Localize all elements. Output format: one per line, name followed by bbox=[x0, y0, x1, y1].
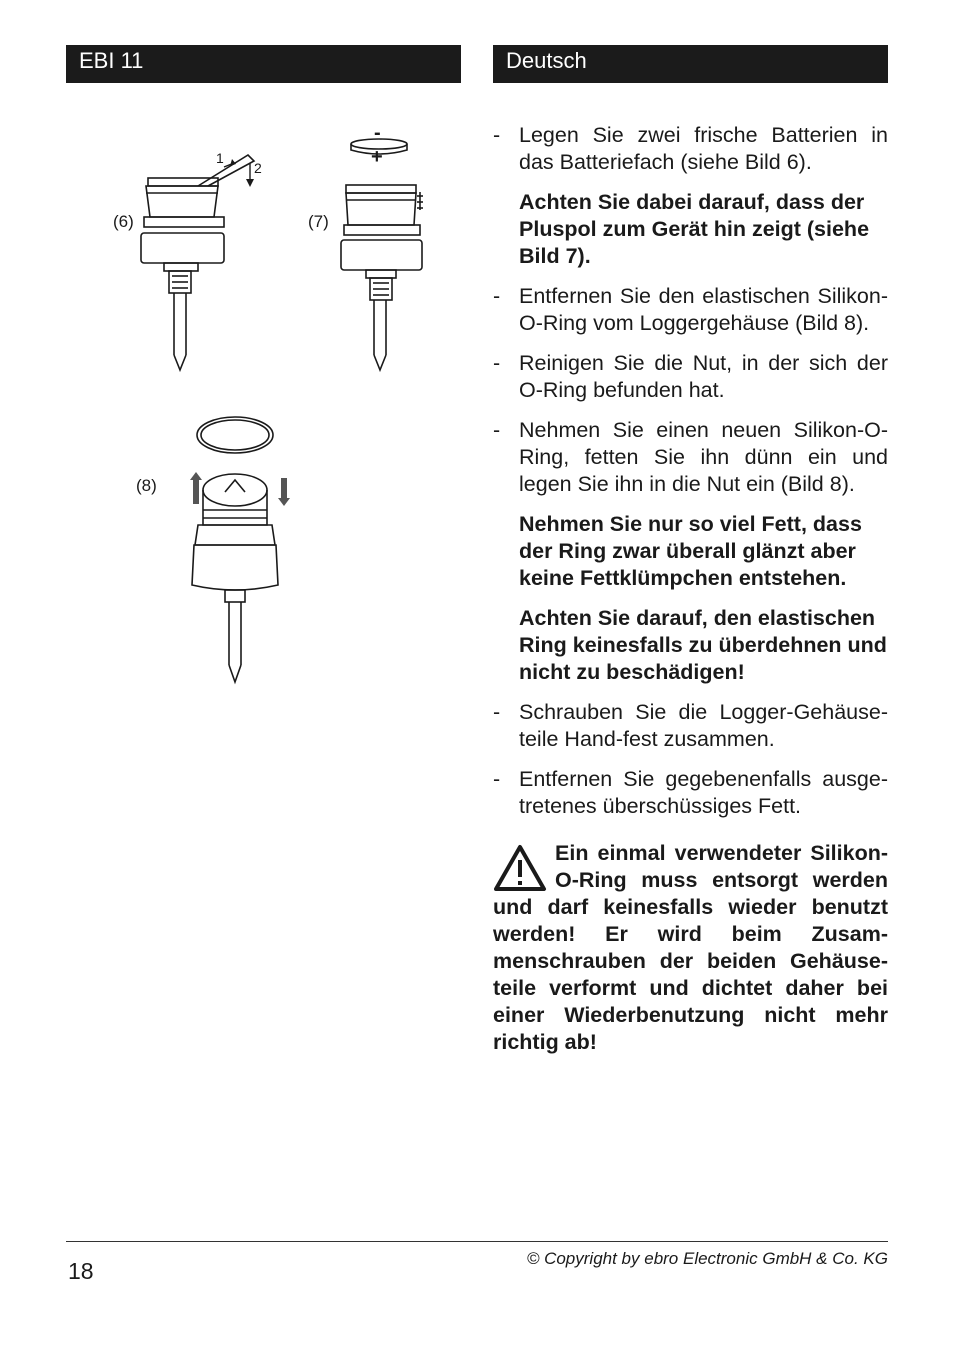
list-item bbox=[493, 766, 888, 820]
header-left-title: EBI 11 bbox=[79, 48, 144, 73]
list-dash: - bbox=[493, 123, 501, 147]
list-item-text: Reinigen Sie die Nut, in der sich der O-Ring befunden hat. bbox=[519, 351, 888, 402]
battery-minus-sign: - bbox=[374, 122, 381, 144]
step-1-label: 1 bbox=[216, 150, 224, 166]
bold-note: Nehmen Sie nur so viel Fett, dass der Ring zwar überall glänzt aber keine Fettklümpchen entstehen. bbox=[519, 512, 862, 590]
list-dash: - bbox=[493, 767, 501, 791]
header-right-title: Deutsch bbox=[506, 48, 587, 73]
figure-7-battery-polarity-illustration bbox=[336, 130, 436, 375]
battery-plus-sign: + bbox=[371, 146, 383, 168]
list-dash: - bbox=[493, 418, 501, 442]
bold-note: Achten Sie darauf, den elastischen Ring keinesfalls zu überdehnen und nicht zu beschädigen! bbox=[519, 606, 887, 684]
list-item-text: Nehmen Sie einen neuen Silikon-O-Ring, fetten Sie ihn dünn ein und legen Sie ihn in die Nut ein (Bild 8). bbox=[519, 418, 888, 496]
list-item bbox=[493, 699, 888, 753]
list-item bbox=[493, 283, 888, 337]
list-item-text: Legen Sie zwei frische Batterien in das Batteriefach (siehe Bild 6). bbox=[519, 123, 888, 174]
list-dash: - bbox=[493, 351, 501, 375]
figure-7-label: (7) bbox=[308, 212, 329, 231]
figure-6-label: (6) bbox=[113, 212, 134, 231]
figure-6-logger-open-illustration bbox=[136, 145, 271, 375]
list-item bbox=[493, 350, 888, 404]
list-item-text: Entfernen Sie den elastischen Silikon-O-Ring vom Loggergehäuse (Bild 8). bbox=[519, 284, 888, 335]
warning-triangle-icon bbox=[493, 844, 547, 892]
bold-note: Achten Sie dabei darauf, dass der Pluspol zum Gerät hin zeigt (siehe Bild 7). bbox=[519, 190, 870, 268]
copyright-notice: © Copyright by ebro Electronic GmbH & Co. KG bbox=[526, 1249, 888, 1268]
header-left-bar bbox=[66, 45, 461, 83]
instruction-text-column bbox=[493, 122, 888, 1056]
figure-8-o-ring-replacement-illustration bbox=[180, 410, 295, 690]
step-2-label: 2 bbox=[254, 160, 262, 176]
warning-block bbox=[493, 840, 888, 1056]
list-item-text: Entfernen Sie gegebenenfalls ausge-tretenes überschüssiges Fett. bbox=[519, 767, 888, 818]
list-item bbox=[493, 417, 888, 498]
list-dash: - bbox=[493, 700, 501, 724]
list-item bbox=[493, 122, 888, 176]
page-number: 18 bbox=[68, 1258, 94, 1284]
list-dash: - bbox=[493, 284, 501, 308]
figure-8-label: (8) bbox=[136, 476, 157, 495]
footer-rule bbox=[66, 1241, 888, 1242]
header-right-bar bbox=[493, 45, 888, 83]
warning-text: Ein einmal verwendeter Silikon-O-Ring muss entsorgt werden und darf keinesfalls wieder benutzt werden! Er wird beim Zusam-menschrauben der beiden Gehäuse-teile verformt und dichtet daher bei einer Wiederbenutzung nicht mehr richtig ab! bbox=[493, 841, 888, 1054]
list-item-text: Schrauben Sie die Logger-Gehäuse-teile Hand-fest zusammen. bbox=[519, 700, 888, 751]
